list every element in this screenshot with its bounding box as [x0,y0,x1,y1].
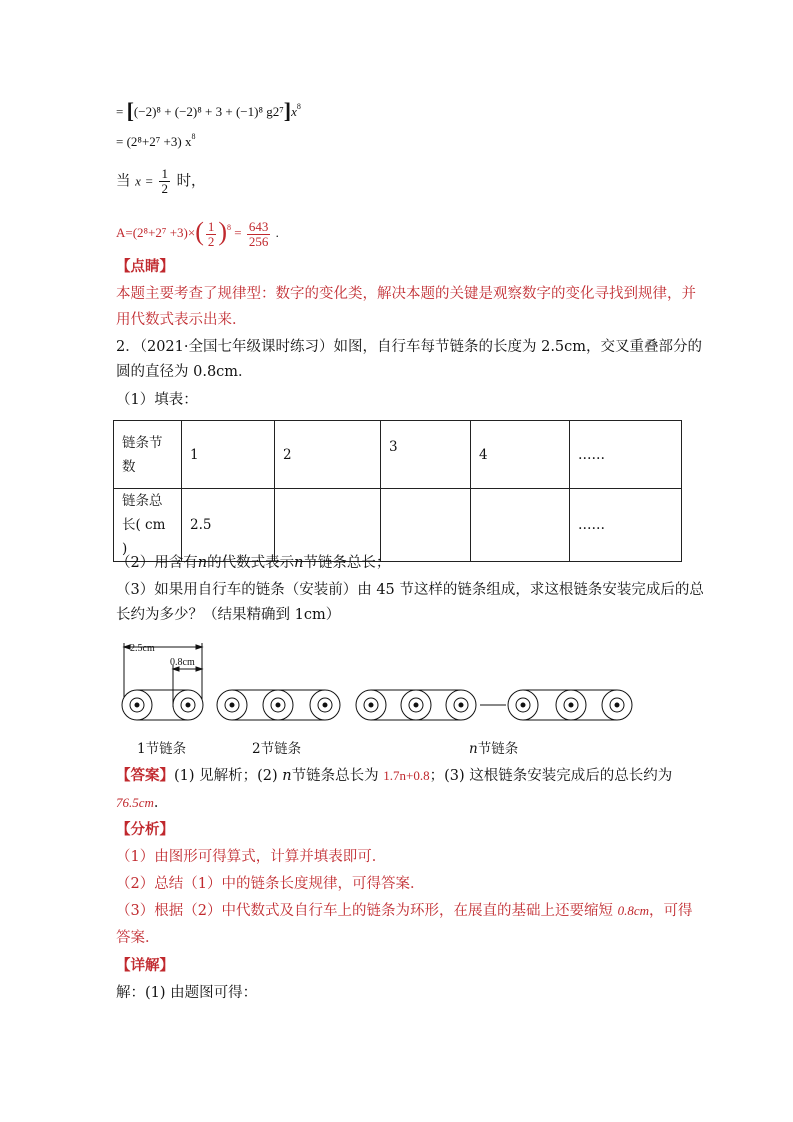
table-row [114,421,682,489]
calc-line-2: = (2⁸+2⁷ +3) $x^8$ [116,132,196,149]
table-cell: …… [570,489,682,562]
table-cell: …… [570,421,682,489]
answer-line-1: 【答案】(1) 见解析；(2) n节链条总长为 1.7n+0.8；(3) 这根链条安装完成后的总长约为 [116,767,673,784]
calc-line-1: = [(−2)⁸ + (−2)⁸ + 3 + (−1)⁸ $g2^7]x^8$ [116,98,301,123]
problem-part-1: （1）填表： [116,392,198,408]
figure-label-2: 2节链条 [252,741,302,757]
fenxi-line-1: （1）由图形可得算式，计算并填表即可． [116,849,387,865]
problem-line-2: 圆的直径为 0.8cm． [116,364,253,380]
table-cell: 2 [275,421,381,489]
xiangjie-heading: 【详解】 [116,957,174,974]
chain-figure [110,635,650,765]
fenxi-heading: 【分析】 [116,821,174,838]
table-cell: 1 [182,421,275,489]
problem-part-3-line-1: （3）如果用自行车的链条（安装前）由 45 节这样的链条组成，求这根链条安装完成后的总 [116,582,704,598]
fenxi-line-3: （3）根据（2）中代数式及自行车上的链条为环形，在展直的基础上还要缩短 0.8cm，可得 [116,903,693,919]
calc-line-1-inner: (−2)⁸ + (−2)⁸ + 3 + (−1)⁸ g2⁷ [133,104,284,119]
fenxi-line-2: （2）总结（1）中的链条长度规律，可得答案． [116,876,425,892]
figure-label-n: n节链条 [469,741,519,757]
table-cell [471,489,570,562]
dianjing-line-2: 用代数式表示出来． [116,312,247,328]
answer-line-2: 76.5cm． [116,795,169,811]
problem-part-3-line-2: 长约为多少？（结果精确到 1cm） [116,607,341,623]
table-row [114,489,682,562]
table-cell [275,489,381,562]
xiangjie-line-1: 解：(1) 由题图可得： [116,985,258,1001]
table-cell: 2.5 [182,489,275,562]
dianjing-heading: 【点睛】 [116,258,174,275]
table-cell: 3 [381,421,471,489]
result-line: A=(2⁸+2⁷ +3)×( $\frac{1}{2}$ )$^8$ = $\frac{643}{256}$ . [116,217,279,249]
figure-label-1: 1节链条 [137,741,187,757]
table-header-cell: 链条总 长( cm ) [114,489,182,562]
fenxi-line-4: 答案． [116,930,160,946]
problem-line-1: 2．（2021·全国七年级课时练习）如图，自行车每节链条的长度为 2.5cm，交叉重叠部分的 [116,339,703,355]
chain-link [217,690,340,720]
dianjing-line-1: 本题主要考查了规律型：数字的变化类，解决本题的关键是观察数字的变化寻找到规律，并 [116,286,696,302]
table-cell: 4 [471,421,570,489]
chain-table [113,420,682,562]
problem-part-2: （2）用含有n的代数式表示n节链条总长； [116,555,391,571]
table-cell [381,489,471,562]
dimension-outer-label: 2.5cm [130,643,155,654]
when-line: 当 x = $\frac{1}{2}$ 时， [116,166,206,196]
table-header-cell: 链条节 数 [114,421,182,489]
chain-link [122,690,203,720]
dimension-inner-label: 0.8cm [170,657,195,668]
